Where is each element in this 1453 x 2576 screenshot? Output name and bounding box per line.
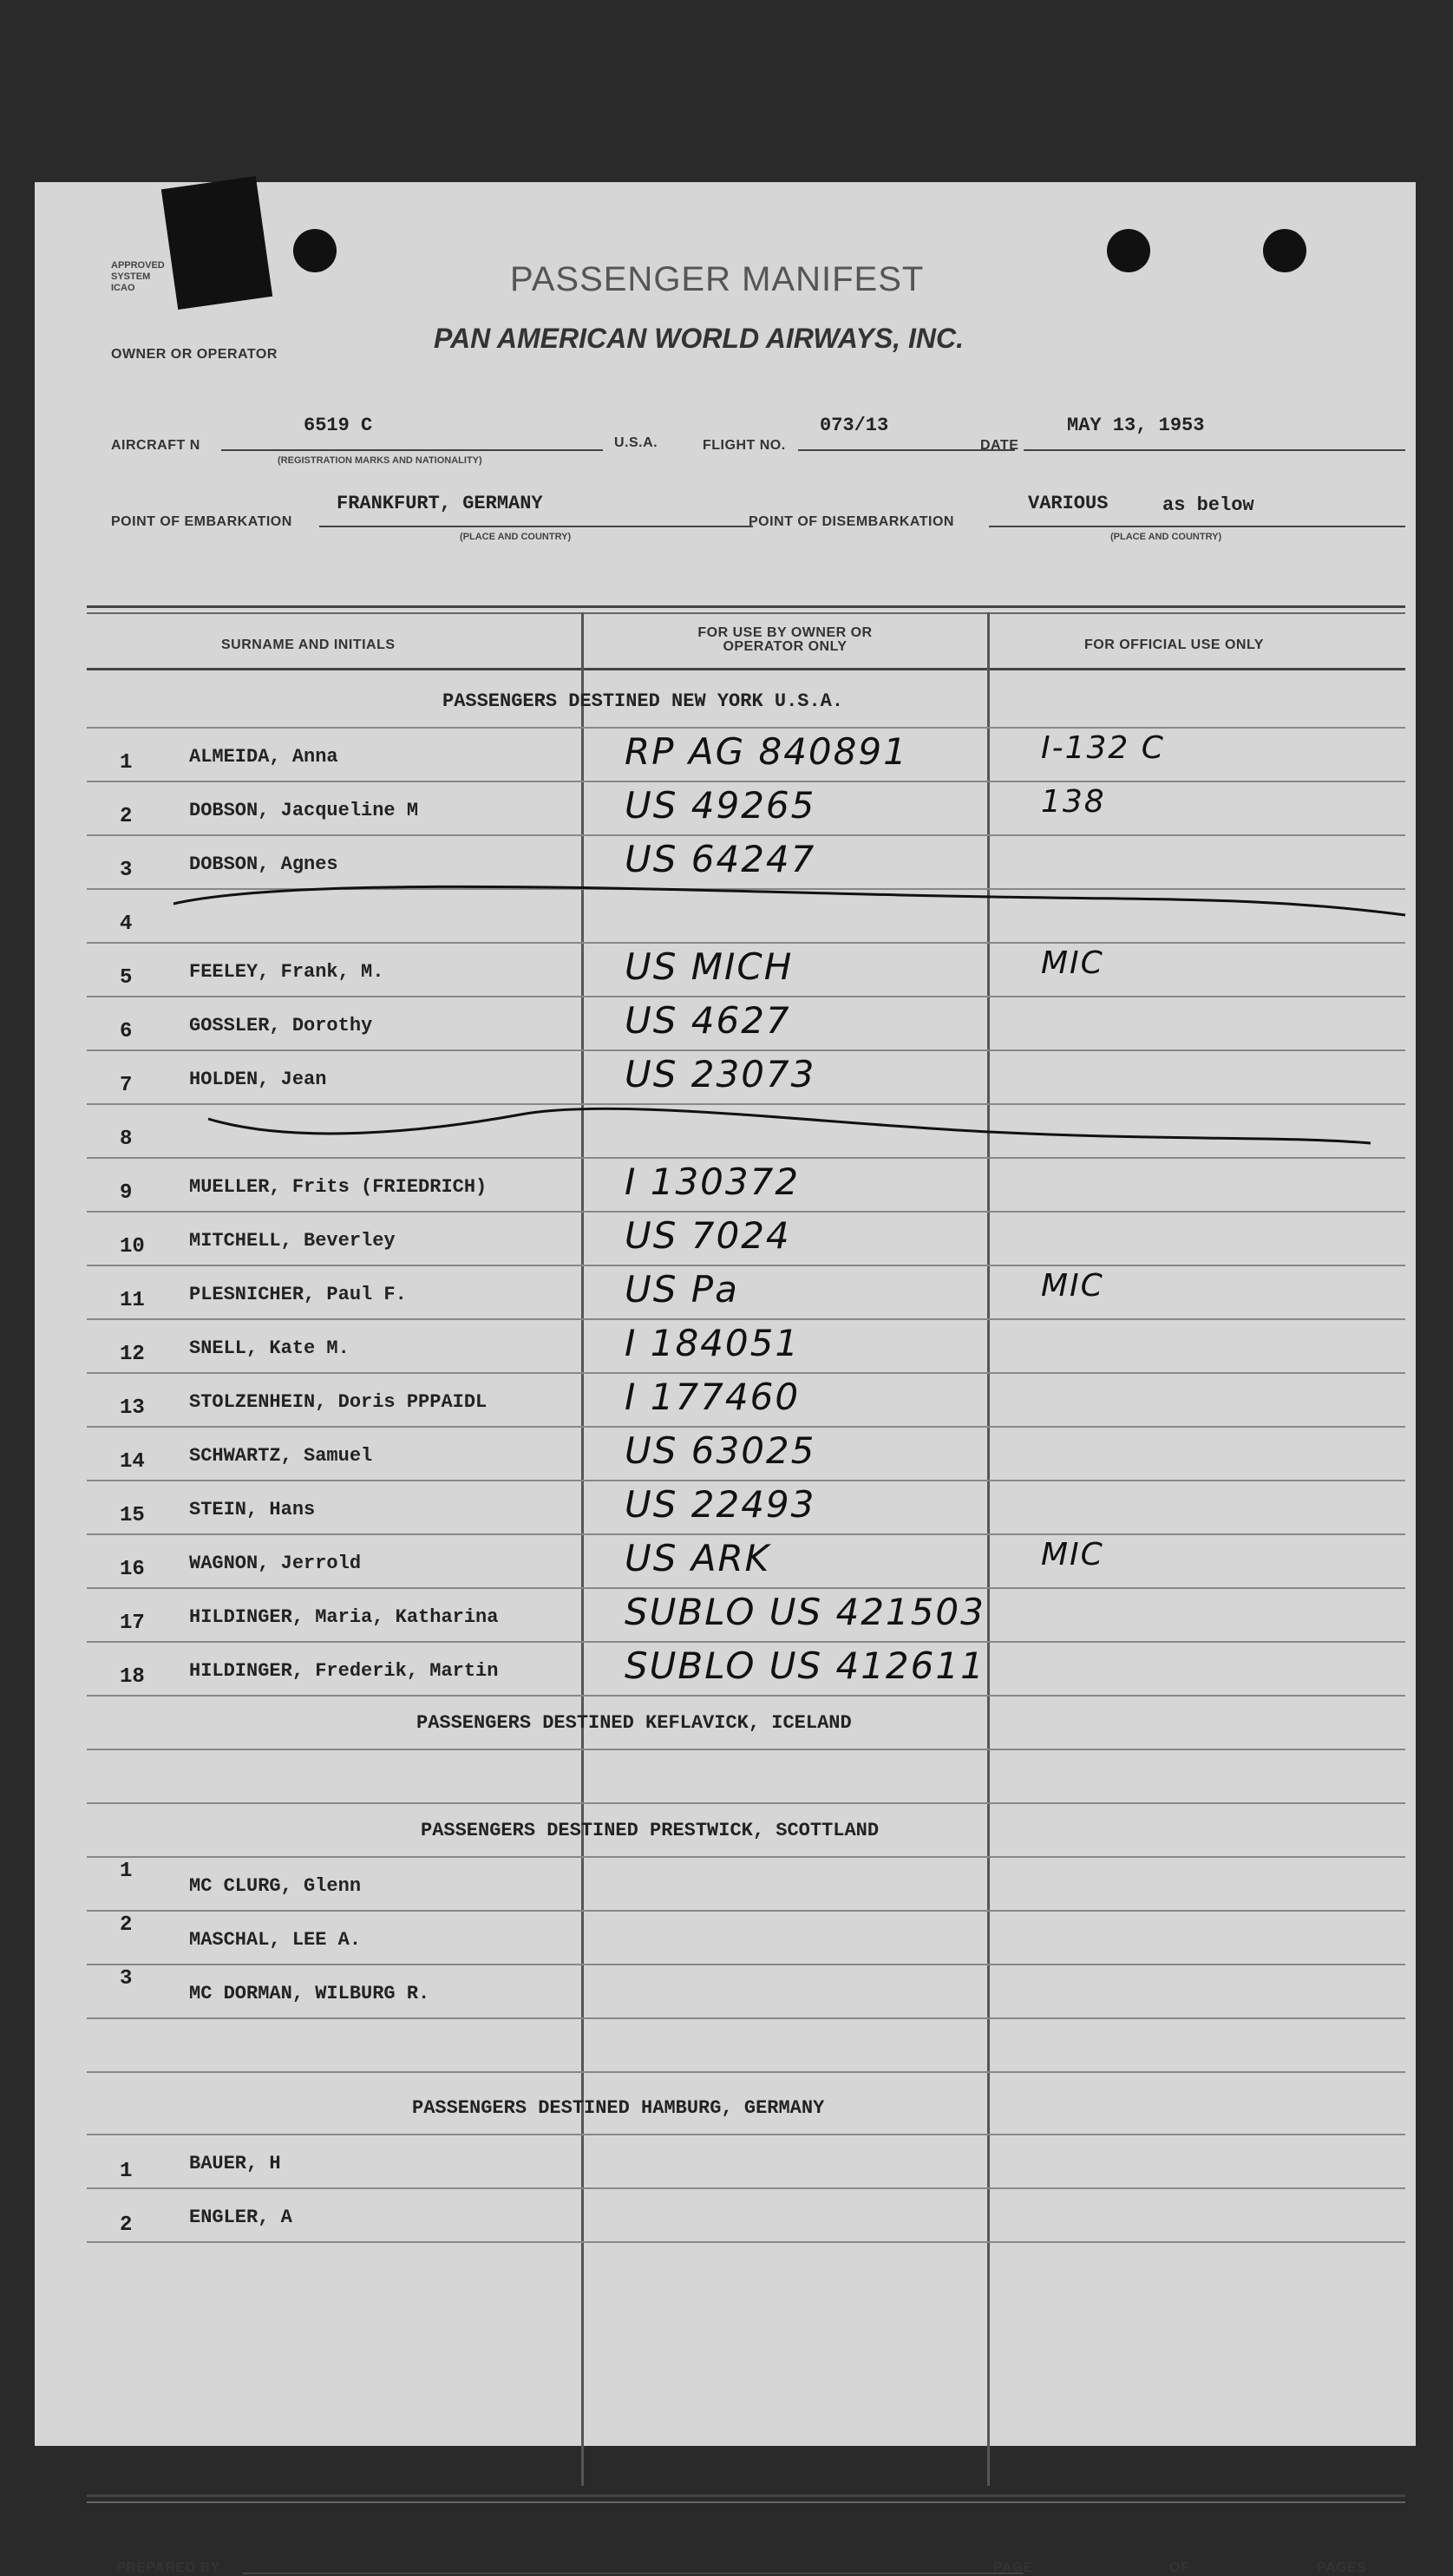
operator-note: US MICH xyxy=(625,945,794,988)
row-number: 1 xyxy=(120,1860,133,1883)
section-heading-prestwick: PASSENGERS DESTINED PRESTWICK, SCOTTLAND xyxy=(421,1820,880,1841)
passenger-name: GOSSLER, Dorothy xyxy=(189,1015,373,1036)
disembark-value: VARIOUS xyxy=(1028,493,1109,514)
passenger-name: MC CLURG, Glenn xyxy=(189,1875,362,1897)
operator-note: US 23073 xyxy=(625,1053,816,1095)
passenger-name: ALMEIDA, Anna xyxy=(189,746,338,768)
row-number: 12 xyxy=(120,1343,145,1366)
row-number: 14 xyxy=(120,1450,145,1474)
pages-label: PAGES xyxy=(1317,2560,1367,2575)
passenger-name: SCHWARTZ, Samuel xyxy=(189,1445,373,1467)
passenger-name: MUELLER, Frits (FRIEDRICH) xyxy=(189,1176,488,1198)
registration-caption: (REGISTRATION MARKS AND NATIONALITY) xyxy=(278,455,482,466)
operator-note: SUBLO US 421503 xyxy=(625,1591,985,1633)
row-number: 2 xyxy=(120,2213,133,2237)
operator-note: US 64247 xyxy=(625,838,816,880)
passenger-name: STOLZENHEIN, Doris PPPAIDL xyxy=(189,1391,488,1413)
airline-name: PAN AMERICAN WORLD AIRWAYS, INC. xyxy=(434,323,964,354)
approval-note: APPROVED SYSTEM ICAO xyxy=(111,260,165,293)
owner-label: OWNER OR OPERATOR xyxy=(111,347,278,362)
row-number: 2 xyxy=(120,805,133,828)
strike-line-row-4 xyxy=(173,886,1405,915)
passenger-name: PLESNICHER, Paul F. xyxy=(189,1284,407,1305)
passenger-name: STEIN, Hans xyxy=(189,1499,316,1520)
section-heading-keflavik: PASSENGERS DESTINED KEFLAVICK, ICELAND xyxy=(416,1712,852,1734)
operator-note: RP AG 840891 xyxy=(625,730,908,773)
disembark-caption: (PLACE AND COUNTRY) xyxy=(1110,532,1222,542)
aircraft-value: 6519 C xyxy=(304,415,373,436)
embark-label: POINT OF EMBARKATION xyxy=(111,514,292,529)
operator-note: SUBLO US 412611 xyxy=(625,1644,985,1687)
row-number: 3 xyxy=(120,1967,133,1991)
manifest-sheet xyxy=(35,182,1416,2575)
table-bottom-rule xyxy=(87,2501,1405,2503)
passenger-name: HILDINGER, Maria, Katharina xyxy=(189,1606,499,1628)
operator-note: US 63025 xyxy=(625,1429,816,1472)
operator-note: US 7024 xyxy=(625,1214,791,1257)
aircraft-label: AIRCRAFT N xyxy=(111,438,200,453)
embark-value: FRANKFURT, GERMANY xyxy=(337,493,543,514)
official-note: MIC xyxy=(1041,945,1104,981)
row-number: 11 xyxy=(120,1289,145,1312)
row-number: 9 xyxy=(120,1181,133,1205)
row-number: 17 xyxy=(120,1612,145,1635)
passenger-name: DOBSON, Agnes xyxy=(189,853,338,875)
row-number: 13 xyxy=(120,1396,145,1420)
row-number: 7 xyxy=(120,1074,133,1097)
passenger-name: DOBSON, Jacqueline M xyxy=(189,800,419,821)
disembark-label: POINT OF DISEMBARKATION xyxy=(749,514,954,529)
operator-note: US 22493 xyxy=(625,1483,816,1526)
flight-label: FLIGHT NO. xyxy=(703,438,786,453)
date-value: MAY 13, 1953 xyxy=(1067,415,1205,436)
column-header-official: FOR OFFICIAL USE ONLY xyxy=(1084,637,1264,652)
row-number: 1 xyxy=(120,751,133,775)
row-number: 16 xyxy=(120,1558,145,1581)
operator-note: I 130372 xyxy=(625,1161,801,1203)
official-note: MIC xyxy=(1041,1268,1104,1304)
row-number: 4 xyxy=(120,912,133,936)
official-note: I-132 C xyxy=(1041,730,1165,766)
prepared-label: PREPARED BY xyxy=(116,2560,220,2575)
row-number: 6 xyxy=(120,1020,133,1043)
of-label: OF xyxy=(1169,2560,1190,2575)
row-number: 15 xyxy=(120,1504,145,1527)
passenger-name: MC DORMAN, WILBURG R. xyxy=(189,1983,430,2004)
official-note: 138 xyxy=(1041,784,1106,820)
passenger-name: MASCHAL, LEE A. xyxy=(189,1929,362,1951)
table-bottom-rule xyxy=(87,2494,1405,2497)
passenger-name: MITCHELL, Beverley xyxy=(189,1230,396,1252)
passenger-name: FEELEY, Frank, M. xyxy=(189,961,384,983)
operator-note: US Pa xyxy=(625,1268,739,1311)
official-note: MIC xyxy=(1041,1537,1104,1572)
passenger-name: HILDINGER, Frederik, Martin xyxy=(189,1660,499,1682)
operator-note: US ARK xyxy=(625,1537,771,1579)
row-number: 18 xyxy=(120,1665,145,1689)
page-title: PASSENGER MANIFEST xyxy=(510,260,925,298)
column-header-operator: FOR USE BY OWNER OR OPERATOR ONLY xyxy=(697,625,873,654)
row-number: 3 xyxy=(120,859,133,882)
embark-caption: (PLACE AND COUNTRY) xyxy=(460,532,572,542)
flight-value: 073/13 xyxy=(820,415,889,436)
passenger-name: SNELL, Kate M. xyxy=(189,1337,350,1359)
passenger-name: HOLDEN, Jean xyxy=(189,1069,327,1090)
country-label: U.S.A. xyxy=(614,435,658,450)
row-number: 10 xyxy=(120,1235,145,1259)
row-number: 8 xyxy=(120,1128,133,1151)
date-label: DATE xyxy=(980,438,1019,453)
prepared-underline xyxy=(243,2573,1024,2574)
operator-note: US 4627 xyxy=(625,999,791,1042)
disembark-note: as below xyxy=(1162,494,1254,516)
row-number: 2 xyxy=(120,1913,133,1937)
operator-note: US 49265 xyxy=(625,784,816,827)
strike-line-row-8 xyxy=(208,1108,1371,1143)
row-number: 5 xyxy=(120,966,133,990)
operator-note: I 184051 xyxy=(625,1322,801,1364)
passenger-name: ENGLER, A xyxy=(189,2207,292,2228)
passenger-name: WAGNON, Jerrold xyxy=(189,1553,362,1574)
row-number: 1 xyxy=(120,2160,133,2183)
section-heading-newyork: PASSENGERS DESTINED NEW YORK U.S.A. xyxy=(442,690,844,712)
operator-note: I 177460 xyxy=(625,1376,801,1418)
section-heading-hamburg: PASSENGERS DESTINED HAMBURG, GERMANY xyxy=(412,2097,825,2119)
column-header-name: SURNAME AND INITIALS xyxy=(221,637,396,652)
passenger-name: BAUER, H xyxy=(189,2153,281,2174)
page-label: PAGE xyxy=(993,2560,1034,2575)
handwriting-overlay xyxy=(35,182,1416,2446)
